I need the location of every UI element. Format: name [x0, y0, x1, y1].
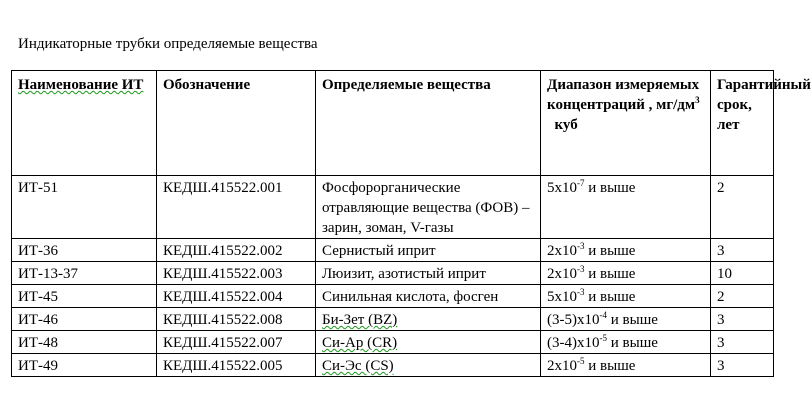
header-substances: Определяемые вещества: [316, 71, 541, 176]
cell-name: ИТ-45: [12, 285, 157, 308]
cell-substances: Си-Эс (CS): [316, 354, 541, 377]
cell-warranty: 3: [711, 331, 774, 354]
header-range: Диапазон измеряемых концентраций , $мг/дм^3$ куб: [541, 71, 711, 176]
cell-warranty: 3: [711, 354, 774, 377]
cell-name: ИТ-51: [12, 176, 157, 239]
cell-name: ИТ-49: [12, 354, 157, 377]
cell-range: $2х10^{-5}$ и выше: [541, 354, 711, 377]
cell-designation: КЕДШ.415522.004: [157, 285, 316, 308]
cell-substances: Би-Зет (BZ): [316, 308, 541, 331]
table-row: [12, 331, 774, 354]
cell-name: ИТ-13-37: [12, 262, 157, 285]
cell-warranty: 3: [711, 308, 774, 331]
table-row: [12, 239, 774, 262]
cell-substances: Фосфорорганические отравляющие вещества (ФОВ) –зарин, зоман, V-газы: [316, 176, 541, 239]
cell-substances: Сернистый иприт: [316, 239, 541, 262]
cell-range: $5х10^{-3}$ и выше: [541, 285, 711, 308]
table-row: [12, 285, 774, 308]
cell-designation: КЕДШ.415522.002: [157, 239, 316, 262]
cell-substances: Си-Ар (CR): [316, 331, 541, 354]
table-row: [12, 176, 774, 239]
cell-warranty: 2: [711, 176, 774, 239]
cell-range: $(3-5)х10^{-4}$ и выше: [541, 308, 711, 331]
cell-designation: КЕДШ.415522.005: [157, 354, 316, 377]
cell-name: ИТ-46: [12, 308, 157, 331]
cell-designation: КЕДШ.415522.008: [157, 308, 316, 331]
cell-range: $(3-4)х10^{-5}$ и выше: [541, 331, 711, 354]
cell-range: $2х10^{-3}$ и выше: [541, 262, 711, 285]
cell-range: $5х10^{-7}$ и выше: [541, 176, 711, 239]
cell-designation: КЕДШ.415522.001: [157, 176, 316, 239]
table-row: [12, 354, 774, 377]
table-caption: Индикаторные трубки определяемые вещества: [18, 36, 318, 52]
indicator-tubes-table: [11, 70, 811, 377]
cell-range: $2х10^{-3}$ и выше: [541, 239, 711, 262]
header-name: Наименование ИТ: [12, 71, 157, 176]
cell-designation: КЕДШ.415522.007: [157, 331, 316, 354]
header-designation: Обозначение: [157, 71, 316, 176]
cell-warranty: 10: [711, 262, 774, 285]
table-row: [12, 262, 774, 285]
cell-substances: Люизит, азотистый иприт: [316, 262, 541, 285]
cell-designation: КЕДШ.415522.003: [157, 262, 316, 285]
cell-substances: Синильная кислота, фосген: [316, 285, 541, 308]
cell-warranty: 3: [711, 239, 774, 262]
table-row: [12, 308, 774, 331]
cell-warranty: 2: [711, 285, 774, 308]
header-row: [12, 71, 774, 176]
header-warranty: Гарантийный срок, лет: [711, 71, 774, 176]
cell-name: ИТ-48: [12, 331, 157, 354]
cell-name: ИТ-36: [12, 239, 157, 262]
